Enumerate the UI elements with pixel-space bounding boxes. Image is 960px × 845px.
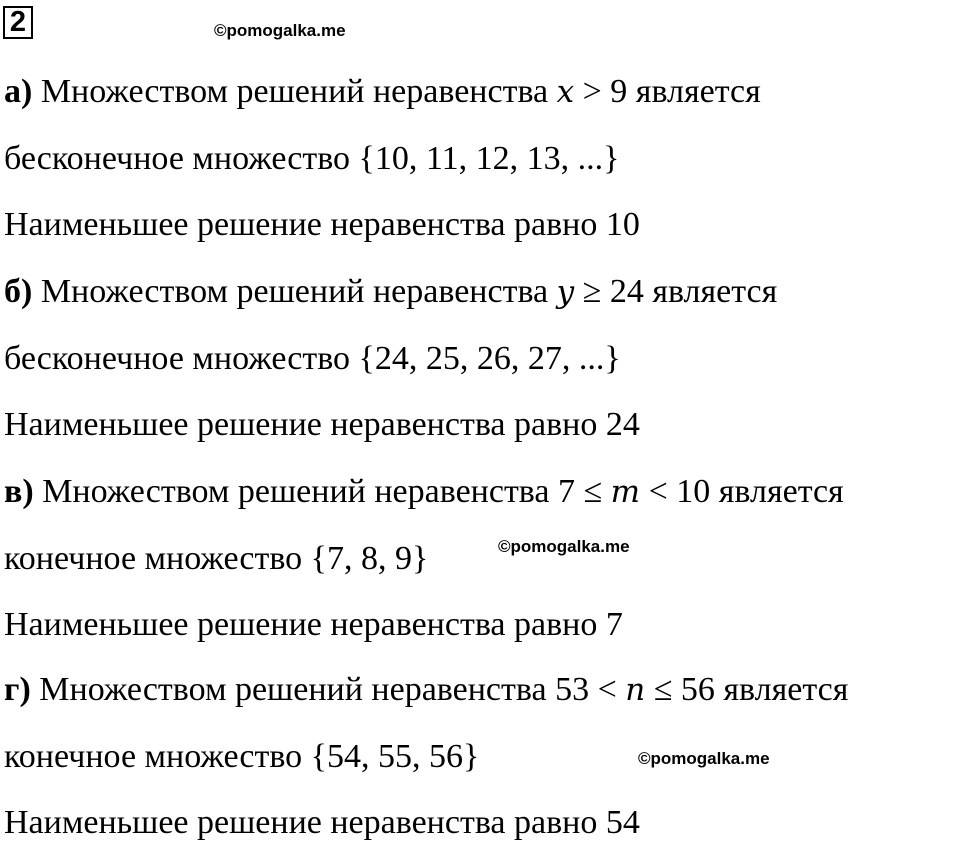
part-c-statement bbox=[4, 472, 844, 512]
watermark-top: ©pomogalka.me bbox=[214, 21, 346, 40]
part-d-statement bbox=[4, 670, 848, 710]
part-a-set: бесконечное множество {10, 11, 12, 13, ...} bbox=[4, 140, 620, 177]
part-a-text: Множеством решений неравенства bbox=[40, 73, 549, 110]
part-c-variable: m bbox=[610, 474, 641, 510]
part-a-answer: Наименьшее решение неравенства равно 10 bbox=[4, 206, 640, 243]
part-c-text: Множеством решений неравенства 7 ≤ bbox=[42, 473, 603, 510]
part-b-answer: Наименьшее решение неравенства равно 24 bbox=[4, 406, 640, 443]
watermark-bottom: ©pomogalka.me bbox=[638, 749, 770, 768]
part-b-label: б) bbox=[4, 273, 33, 310]
watermark-middle: ©pomogalka.me bbox=[498, 537, 630, 556]
part-c-label: в) bbox=[4, 473, 34, 510]
part-c-answer: Наименьшее решение неравенства равно 7 bbox=[4, 606, 623, 643]
part-a-label: а) bbox=[4, 73, 33, 110]
part-d-set: конечное множество {54, 55, 56} bbox=[4, 738, 480, 775]
part-b-statement bbox=[4, 272, 777, 312]
part-d-label: г) bbox=[4, 671, 31, 708]
part-b-variable: y bbox=[556, 274, 575, 310]
part-c-relation: < 10 является bbox=[648, 473, 844, 510]
part-b-set: бесконечное множество {24, 25, 26, 27, ...} bbox=[4, 340, 621, 377]
part-a-statement bbox=[4, 72, 761, 112]
part-d-variable: n bbox=[625, 672, 646, 708]
part-b-relation: ≥ 24 является bbox=[582, 273, 778, 310]
part-a-variable: x bbox=[556, 74, 575, 110]
part-a-relation: > 9 является bbox=[582, 73, 761, 110]
part-d-text: Множеством решений неравенства 53 < bbox=[39, 671, 617, 708]
part-c-set: конечное множество {7, 8, 9} bbox=[4, 540, 429, 577]
task-number: 2 bbox=[3, 6, 33, 39]
part-b-text: Множеством решений неравенства bbox=[40, 273, 549, 310]
part-d-answer: Наименьшее решение неравенства равно 54 bbox=[4, 804, 640, 841]
part-d-relation: ≤ 56 является bbox=[653, 671, 849, 708]
